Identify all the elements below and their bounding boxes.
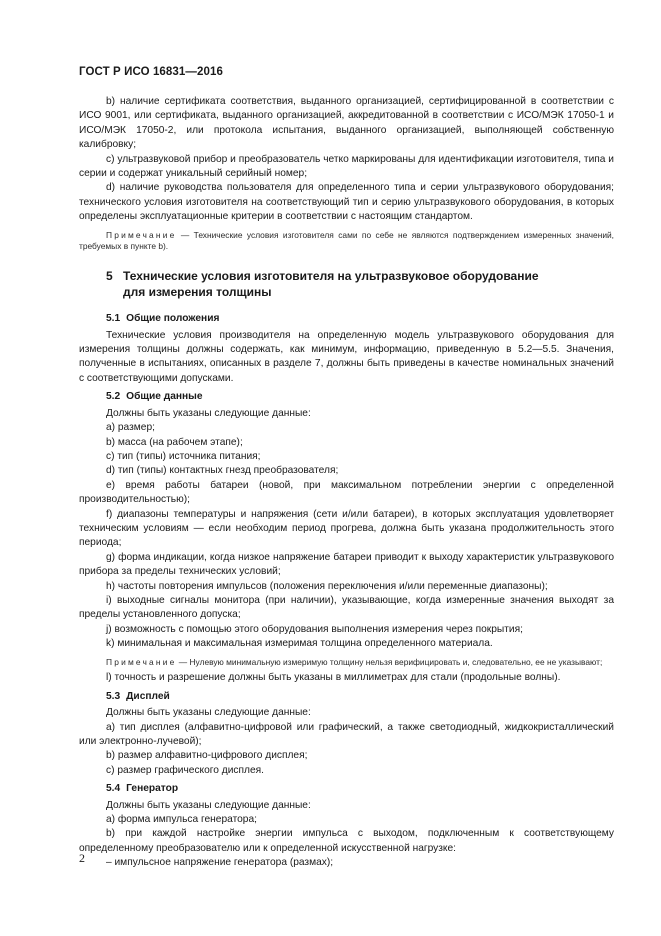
list-item: c) размер графического дисплея. bbox=[106, 764, 264, 776]
list-item: b) размер алфавитно-цифрового дисплея; bbox=[106, 750, 308, 762]
note-2 bbox=[79, 657, 614, 669]
subsection-5-2-lead: Должны быть указаны следующие данные: bbox=[106, 407, 311, 419]
subsection-5-2-heading bbox=[106, 390, 614, 404]
list-item: d) тип (типы) контактных гнезд преобразователя; bbox=[106, 465, 339, 477]
note-text: — Технические условия изготовителя сами по себе не являются подтверждением измеренных значений, требуемых в пункте b). bbox=[79, 229, 614, 252]
note-text: — Нулевую минимальную измеримую толщину нельзя верифицировать и, следовательно, ее не указывают; bbox=[176, 656, 603, 667]
list-item: c) тип (типы) источника питания; bbox=[106, 450, 261, 462]
list-item: l) точность и разрешение должны быть указаны в миллиметрах для стали (продольные волны). bbox=[106, 672, 561, 684]
subsection-title: Дисплей bbox=[126, 690, 170, 702]
item-c: c) ультразвуковой прибор и преобразователь четко маркированы для идентификации изготовителя, типа и серии и содержат уникальный серийный номер; bbox=[79, 153, 614, 180]
document-header: ГОСТ Р ИСО 16831—2016 bbox=[79, 66, 224, 78]
subsection-number: 5.3 bbox=[106, 690, 121, 702]
subsection-number: 5.1 bbox=[106, 313, 121, 325]
section-title-line-1: Технические условия изготовителя на ультразвуковое оборудование bbox=[123, 269, 539, 284]
note-1 bbox=[79, 230, 614, 254]
list-item: g) форма индикации, когда низкое напряжение батареи приводит к выходу характеристик ультразвукового прибора за пределы технических условий; bbox=[79, 551, 614, 578]
section-number: 5 bbox=[106, 269, 113, 284]
subsection-title: Общие данные bbox=[126, 391, 203, 403]
list-item: – импульсное напряжение генератора (размах); bbox=[106, 857, 334, 869]
list-item: k) минимальная и максимальная измеримая толщина определенного материала. bbox=[106, 638, 493, 650]
list-item: i) выходные сигналы монитора (при наличии), указывающие, когда измеренные значения выходят за пределы установленного допуска; bbox=[79, 594, 614, 621]
subsection-number: 5.2 bbox=[106, 391, 121, 403]
item-b: b) наличие сертификата соответствия, выданного организацией, сертифицированной в соответствии с ИСО 9001, или сертификата, выданного организацией, аккредитованной в соответствии с ИСО/МЭК 17050-1 и ИСО/МЭК 17050-2, или протокола испытания, выданного организацией, выполняющей собственную калибровку; bbox=[79, 96, 614, 151]
subsection-5-3-heading bbox=[106, 690, 614, 704]
list-item: b) при каждой настройке энергии импульса с выходом, подключенным к соответствующему определенному преобразователю или к определенной искусственной нагрузке: bbox=[79, 828, 614, 854]
section-title-line-2: для измерения толщины bbox=[123, 285, 272, 300]
subsection-title: Генератор bbox=[126, 783, 179, 795]
list-item: a) тип дисплея (алфавитно-цифровой или графический, а также светодиодный, жидкокристаллический или электронно-лучевой); bbox=[79, 721, 614, 748]
item-d: d) наличие руководства пользователя для определенного типа и серии ультразвукового оборудования; технического условия изготовителя на соответствующий тип и серию ультразвукового оборудования, в которых определены эксплуатационные критерии в соответствии с настоящим стандартом. bbox=[79, 182, 614, 223]
document-body bbox=[79, 95, 614, 871]
subsection-5-1-text: Технические условия производителя на определенную модель ультразвукового оборудования для измерения толщины должны содержать, как минимум, информацию, приведенную в 5.2—5.5. Значения, полученные в испытаниях, описанных в разделе 7, должны быть приведены в качестве номинальных значений с соответствующими допусками. bbox=[79, 329, 614, 384]
page-number: 2 bbox=[79, 851, 85, 865]
section-5-heading bbox=[106, 268, 614, 300]
note-label: Примечание bbox=[106, 656, 177, 667]
subsection-5-1-heading bbox=[106, 312, 614, 326]
list-item: a) размер; bbox=[106, 422, 155, 434]
list-item: j) возможность с помощью этого оборудования выполнения измерения через покрытия; bbox=[106, 623, 523, 635]
list-item: e) время работы батареи (новой, при максимальном потреблении энергии с определенной производительностью); bbox=[79, 479, 614, 506]
subsection-5-4-heading bbox=[106, 782, 614, 796]
subsection-5-3-lead: Должны быть указаны следующие данные: bbox=[106, 707, 311, 719]
list-item: a) форма импульса генератора; bbox=[106, 814, 257, 826]
subsection-title: Общие положения bbox=[126, 313, 220, 325]
list-item: f) диапазоны температуры и напряжения (сети и/или батареи), в которых эксплуатация удовлетворяет техническим условиям — если необходим период прогрева, должна быть указана продолжительность этого периода; bbox=[79, 508, 614, 549]
subsection-5-4-lead: Должны быть указаны следующие данные: bbox=[106, 799, 311, 811]
list-item: h) частоты повторения импульсов (положения переключения и/или переменные диапазоны); bbox=[106, 580, 548, 592]
subsection-number: 5.4 bbox=[106, 783, 121, 795]
note-label: Примечание bbox=[106, 229, 177, 240]
list-item: b) масса (на рабочем этапе); bbox=[106, 436, 243, 448]
